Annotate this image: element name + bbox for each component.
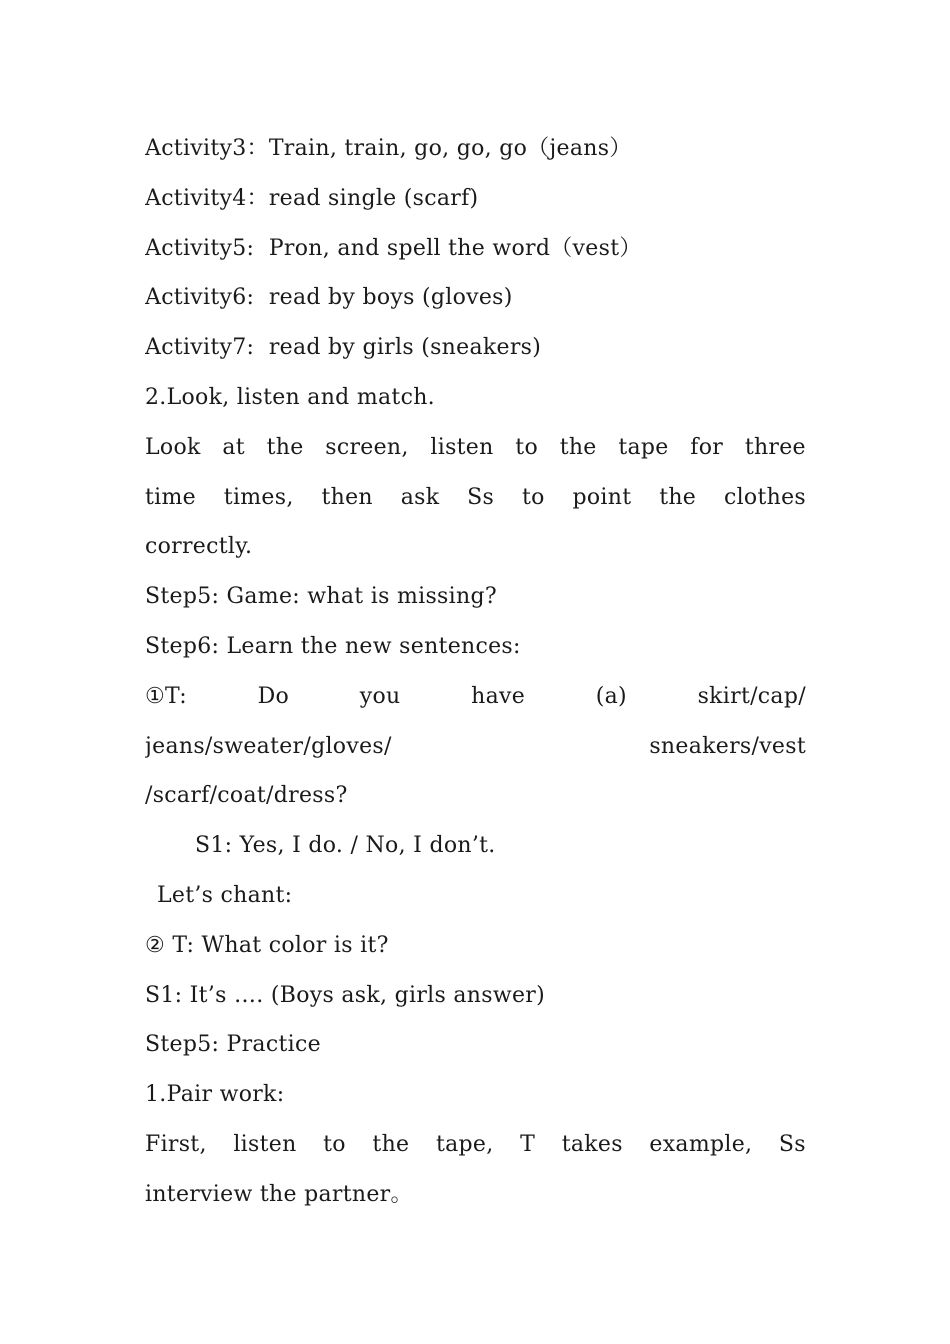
text-line: 1.Pair work: (145, 1082, 285, 1108)
text-line: S1: It’s …. (Boys ask, girls answer) (145, 982, 545, 1008)
word: tape, (435, 1131, 494, 1157)
word: listen (233, 1131, 297, 1157)
word: Ss (467, 484, 495, 510)
word: the (266, 434, 304, 460)
word: the (559, 434, 597, 460)
document-body (145, 124, 806, 1220)
text-line-justified (145, 473, 806, 523)
word: times, (223, 484, 294, 510)
text-line-justified (145, 722, 806, 772)
text-line: Step5: Game: what is missing? (145, 584, 497, 610)
text-line: /scarf/coat/dress? (145, 783, 348, 809)
word: to (515, 434, 538, 460)
word: point (572, 484, 632, 510)
word: Do (257, 683, 290, 709)
text-line-justified (145, 423, 806, 473)
word: clothes (723, 484, 806, 510)
word: takes (561, 1131, 623, 1157)
text-line: Step6: Learn the new sentences: (145, 633, 521, 659)
word: to (521, 484, 545, 510)
word: tape (618, 434, 669, 460)
word: screen, (325, 434, 409, 460)
word: time (145, 484, 196, 510)
text-line: Let’s chant: (157, 882, 293, 908)
word: (a) (595, 683, 627, 709)
word: sneakers/vest (649, 733, 806, 759)
text-line: 2.Look, listen and match. (145, 384, 435, 410)
text-line-justified (145, 672, 806, 722)
text-line: Step5: Practice (145, 1032, 321, 1058)
word: listen (430, 434, 494, 460)
text-line: correctly. (145, 534, 253, 560)
word: jeans/sweater/gloves/ (145, 733, 392, 759)
text-line: Activity3：Train, train, go, go, go（jeans） (145, 136, 632, 161)
text-line: ② T: What color is it? (145, 932, 389, 958)
word: at (222, 434, 245, 460)
text-line: S1: Yes, I do. / No, I don’t. (195, 833, 496, 859)
text-line-justified (145, 1120, 806, 1170)
text-line: Activity5: Pron, and spell the word（vest） (145, 235, 642, 261)
word: the (659, 484, 697, 510)
word: skirt/cap/ (697, 683, 806, 709)
word: you (359, 683, 401, 709)
text-line: Activity6: read by boys (gloves) (145, 285, 513, 311)
text-line: Activity4：read single (scarf) (145, 185, 479, 211)
word: Look (145, 434, 201, 460)
word: example, (649, 1131, 753, 1157)
word: have (471, 683, 526, 709)
text-line: interview the partner。 (145, 1181, 413, 1207)
word: three (744, 434, 806, 460)
word: the (372, 1131, 410, 1157)
word: to (323, 1131, 346, 1157)
word: for (690, 434, 724, 460)
text-line: Activity7: read by girls (sneakers) (145, 335, 542, 361)
word: ①T: (145, 683, 187, 709)
word: First, (145, 1131, 207, 1157)
word: then (321, 484, 373, 510)
word: ask (400, 484, 440, 510)
word: T (520, 1131, 536, 1157)
word: Ss (778, 1131, 806, 1157)
